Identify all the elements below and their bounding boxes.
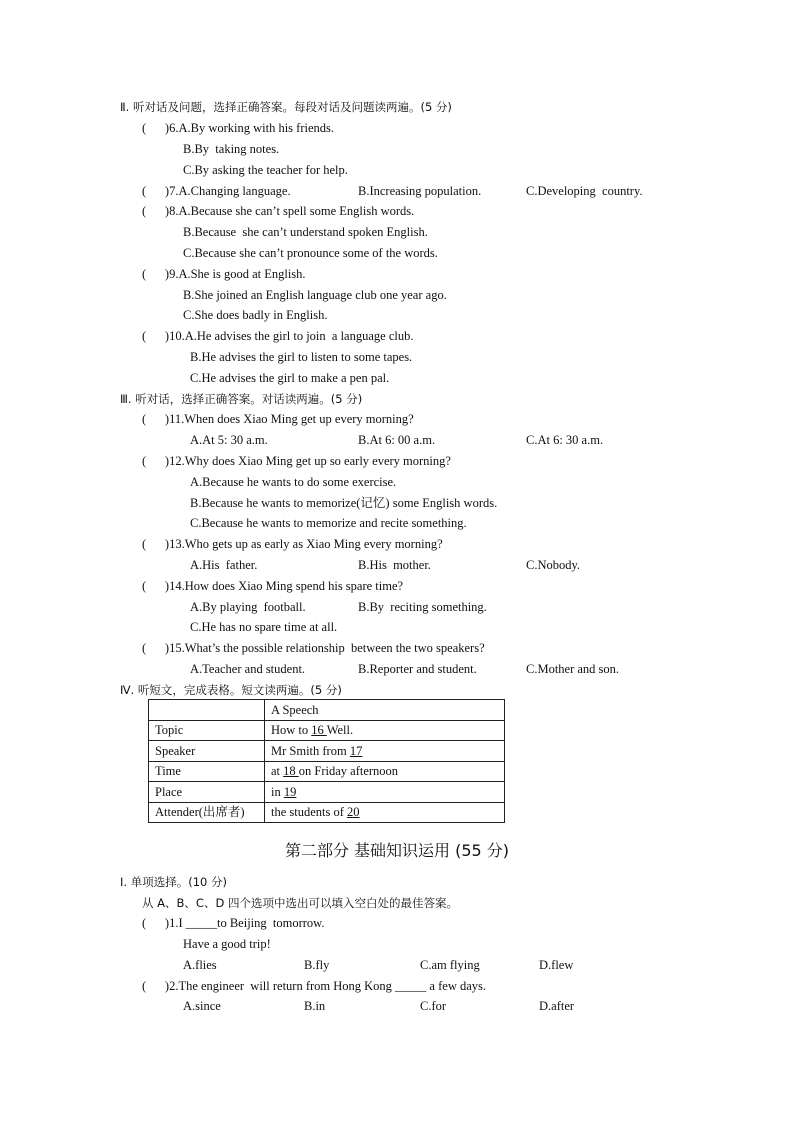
row-label: Time bbox=[149, 761, 265, 782]
p2q2-option-a: A.since bbox=[183, 999, 221, 1013]
question-13: ( )13.Who gets up as early as Xiao Ming every morning? bbox=[142, 537, 443, 551]
row-label: Place bbox=[149, 782, 265, 803]
blank-20: 20 bbox=[347, 805, 360, 820]
p2q1-option-b: B.fly bbox=[304, 958, 330, 972]
table-row bbox=[149, 741, 505, 762]
row-suffix: Well. bbox=[326, 723, 354, 738]
q7-option-c: C.Developing country. bbox=[526, 184, 643, 198]
q14-option-b: B.By reciting something. bbox=[358, 600, 487, 614]
blank-18: 18 bbox=[283, 764, 299, 779]
q14-option-a: A.By playing football. bbox=[190, 600, 306, 614]
q6-option-c: C.By asking the teacher for help. bbox=[183, 163, 348, 177]
part-2-title: 第二部分 基础知识运用 (55 分) bbox=[284, 841, 510, 860]
p2q1-dialogue-line: Have a good trip! bbox=[183, 937, 271, 951]
question-15: ( )15.What’s the possible relationship between the two speakers? bbox=[142, 641, 485, 655]
table-row bbox=[149, 761, 505, 782]
q10-option-c: C.He advises the girl to make a pen pal. bbox=[190, 371, 390, 385]
p2-question-1: ( )1.I _____to Beijing tomorrow. bbox=[142, 916, 325, 930]
table-row bbox=[149, 720, 505, 741]
speech-table bbox=[148, 699, 505, 823]
section-4-header: Ⅳ. 听短文，完成表格。短文读两遍。(5 分) bbox=[120, 683, 342, 697]
p2q1-option-a: A.flies bbox=[183, 958, 217, 972]
q13-option-c: C.Nobody. bbox=[526, 558, 581, 572]
question-9: ( )9.A.She is good at English. bbox=[142, 267, 306, 281]
row-value bbox=[265, 802, 505, 823]
q13-option-a: A.His father. bbox=[190, 558, 258, 572]
question-6: ( )6.A.By working with his friends. bbox=[142, 121, 334, 135]
question-14: ( )14.How does Xiao Ming spend his spare time? bbox=[142, 579, 404, 593]
q8-option-c: C.Because she can’t pronounce some of the words. bbox=[183, 246, 438, 260]
q15-option-c: C.Mother and son. bbox=[526, 662, 620, 676]
p2q2-option-b: B.in bbox=[304, 999, 326, 1013]
section-2-header: Ⅱ. 听对话及问题，选择正确答案。每段对话及问题读两遍。(5 分) bbox=[120, 100, 452, 114]
row-label: Attender(出席者) bbox=[149, 802, 265, 823]
q12-option-b: B.Because he wants to memorize(记忆) some English words. bbox=[190, 496, 498, 510]
q12-option-a: A.Because he wants to do some exercise. bbox=[190, 475, 397, 489]
q9-option-c: C.She does badly in English. bbox=[183, 308, 328, 322]
row-prefix: in bbox=[271, 784, 284, 799]
p2-question-2: ( )2.The engineer will return from Hong Kong _____ a few days. bbox=[142, 979, 487, 993]
row-label: Topic bbox=[149, 720, 265, 741]
row-value bbox=[265, 761, 505, 782]
p2q1-option-d: D.flew bbox=[539, 958, 574, 972]
row-prefix: How to bbox=[271, 723, 312, 738]
table-row bbox=[149, 782, 505, 803]
q8-option-b: B.Because she can’t understand spoken English. bbox=[183, 225, 428, 239]
q7-option-b: B.Increasing population. bbox=[358, 184, 482, 198]
q9-option-b: B.She joined an English language club one year ago. bbox=[183, 288, 447, 302]
row-prefix: the students of bbox=[271, 805, 348, 820]
q10-option-b: B.He advises the girl to listen to some tapes. bbox=[190, 350, 413, 364]
section-3-header: Ⅲ. 听对话，选择正确答案。对话读两遍。(5 分) bbox=[120, 392, 363, 406]
part-2-section-1-instructions: 从 A、B、C、D 四个选项中选出可以填入空白处的最佳答案。 bbox=[142, 896, 458, 910]
question-10: ( )10.A.He advises the girl to join a language club. bbox=[142, 329, 414, 343]
q11-option-a: A.At 5: 30 a.m. bbox=[190, 433, 268, 447]
row-prefix: Mr Smith from bbox=[271, 743, 350, 758]
blank-16: 16 bbox=[311, 723, 327, 738]
q6-option-b: B.By taking notes. bbox=[183, 142, 280, 156]
p2q2-option-d: D.after bbox=[539, 999, 575, 1013]
p2q2-option-c: C.for bbox=[420, 999, 447, 1013]
question-8: ( )8.A.Because she can’t spell some English words. bbox=[142, 204, 415, 218]
question-7: ( )7.A.Changing language. bbox=[142, 184, 291, 198]
part-2-section-1-header: Ⅰ. 单项选择。(10 分) bbox=[120, 875, 227, 889]
table-header-row bbox=[149, 700, 505, 721]
question-11: ( )11.When does Xiao Ming get up every morning? bbox=[142, 412, 414, 426]
blank-17: 17 bbox=[349, 743, 363, 758]
table-corner-cell bbox=[149, 700, 265, 721]
table-row bbox=[149, 802, 505, 823]
q13-option-b: B.His mother. bbox=[358, 558, 431, 572]
row-value bbox=[265, 782, 505, 803]
q11-option-b: B.At 6: 00 a.m. bbox=[358, 433, 436, 447]
row-label: Speaker bbox=[149, 741, 265, 762]
p2q1-option-c: C.am flying bbox=[420, 958, 480, 972]
row-suffix: on Friday afternoon bbox=[298, 764, 399, 779]
question-12: ( )12.Why does Xiao Ming get up so early every morning? bbox=[142, 454, 451, 468]
q11-option-c: C.At 6: 30 a.m. bbox=[526, 433, 604, 447]
row-value bbox=[265, 720, 505, 741]
q15-option-a: A.Teacher and student. bbox=[190, 662, 306, 676]
q12-option-c: C.Because he wants to memorize and recite something. bbox=[190, 516, 467, 530]
row-value bbox=[265, 741, 505, 762]
row-prefix: at bbox=[271, 764, 284, 779]
q15-option-b: B.Reporter and student. bbox=[358, 662, 477, 676]
blank-19: 19 bbox=[283, 784, 297, 799]
table-header-cell: A Speech bbox=[265, 700, 505, 721]
q14-option-c: C.He has no spare time at all. bbox=[190, 620, 338, 634]
